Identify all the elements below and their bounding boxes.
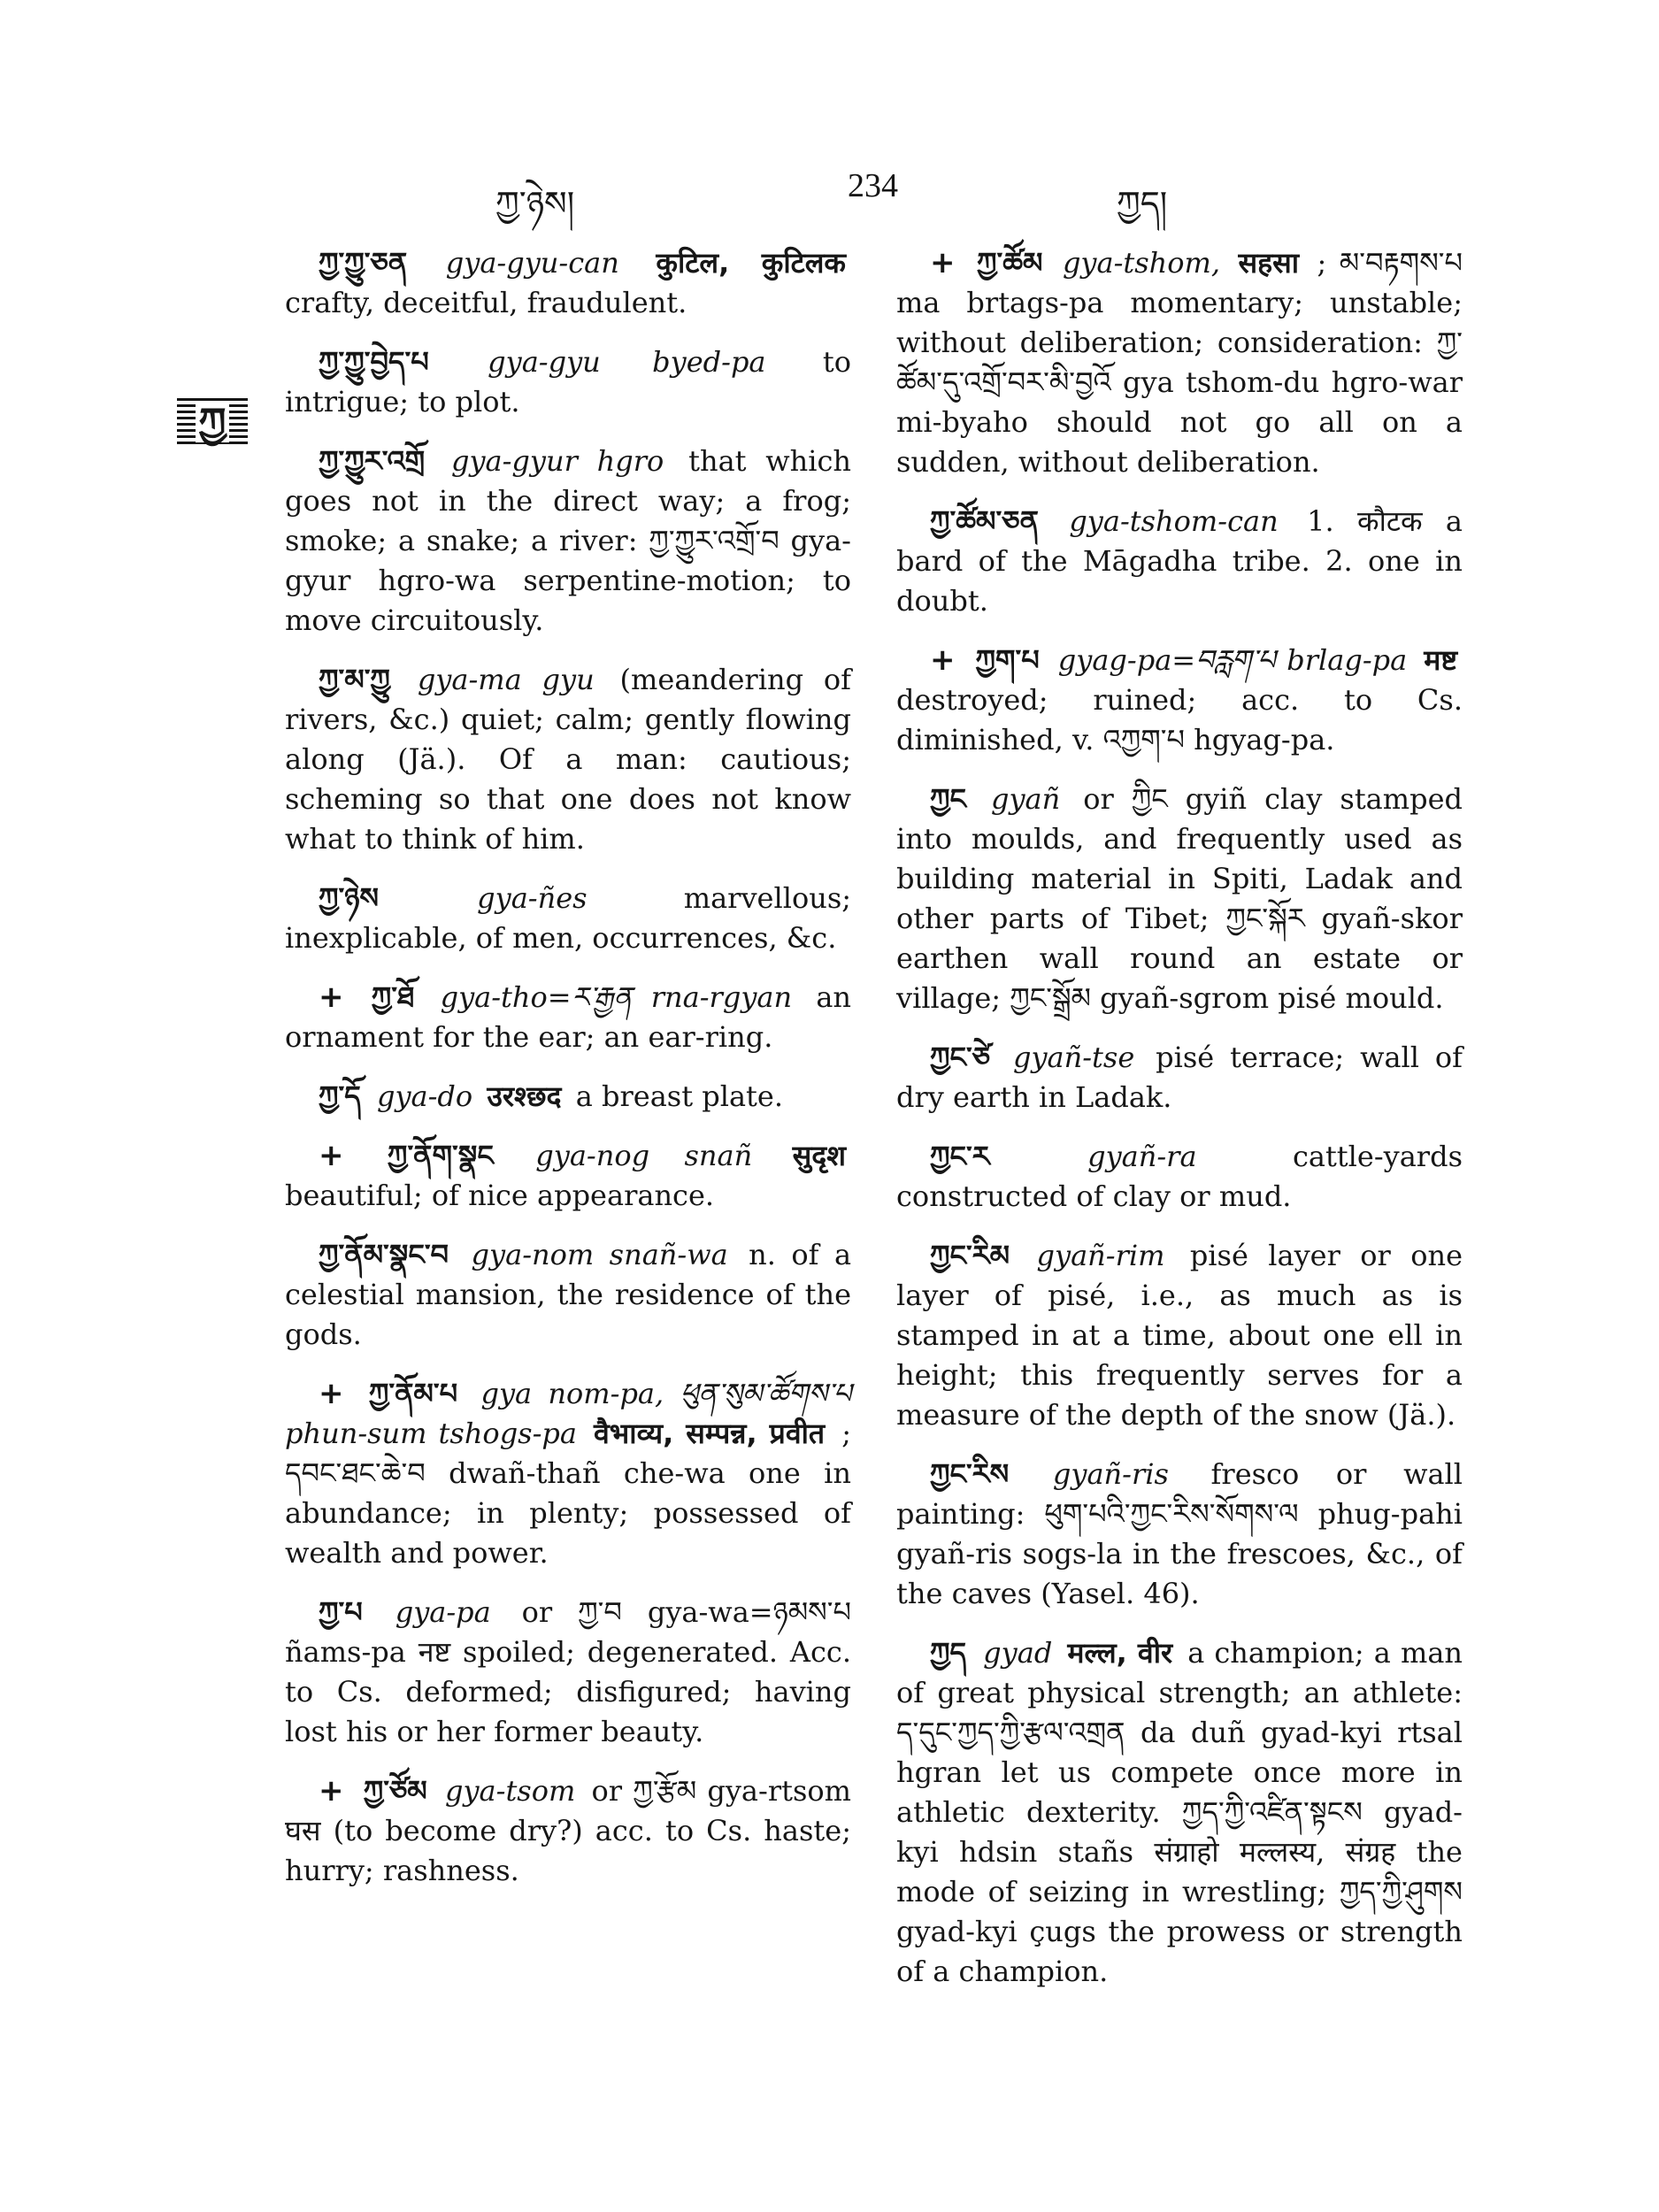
dictionary-entry xyxy=(896,1038,1463,1118)
dictionary-entry xyxy=(896,243,1463,482)
left-column xyxy=(285,243,851,1910)
sanskrit-equivalent: सहसा xyxy=(1238,246,1300,280)
dictionary-entry xyxy=(285,660,851,859)
tibetan-headword: ཀྱང་ར xyxy=(930,1140,990,1173)
definition: cattle-yards constructed of clay or mud. xyxy=(896,1140,1463,1213)
tibetan-headword: ཀྱང་ཙེ xyxy=(930,1041,991,1074)
transliteration: gya-nog snañ xyxy=(535,1139,753,1172)
definition: ; དབང་ཐང་ཆེ་བ dwañ-thañ che-wa one in abundance; in plenty; possessed of wealth and power. xyxy=(285,1417,851,1570)
tibetan-headword: ཀྱ་ཀྱུ་ཅན xyxy=(319,246,408,280)
tibetan-headword: ཀྱ་ཀྱུར་འགྲོ xyxy=(319,444,426,478)
tibetan-headword: ཀྱ་ནོམ་པ xyxy=(368,1377,458,1410)
page-header xyxy=(0,166,1659,223)
tibetan-headword: ཀྱ་དོ xyxy=(319,1079,361,1113)
transliteration: gyañ-ris xyxy=(1052,1457,1169,1491)
tibetan-headword: ཀྱ་མ་ཀྱུ xyxy=(319,663,390,696)
dictionary-entry xyxy=(285,342,851,422)
dictionary-entry xyxy=(285,1593,851,1752)
entry-dagger: + xyxy=(930,642,956,678)
definition: 1. कौटक a bard of the Māgadha tribe. 2. one in doubt. xyxy=(896,504,1463,618)
dictionary-entry xyxy=(285,442,851,641)
definition: a champion; a man of great physical strength; an athlete: ད་དུང་ཀྱད་ཀྱི་རྩལ་འགྲན da duñ gyad-kyi rtsal hgran let us compete once more in athletic dexterity. ཀྱད་ཀྱི་འཛིན་སྟངས gyad-kyi hdsin stañs संग्राहो मल्लस्य, संग्रह the mode of seizing in wrestling; ཀྱད་ཀྱི་ཤུགས gyad-kyi çugs the prowess or strength of a champion. xyxy=(896,1636,1463,1988)
dictionary-entry xyxy=(896,641,1463,760)
transliteration: gyañ xyxy=(990,782,1061,816)
dictionary-entry xyxy=(285,1136,851,1216)
dictionary-entry xyxy=(285,879,851,958)
sanskrit-equivalent: मष्ट xyxy=(1424,643,1458,677)
definition: fresco or wall painting: ཕུག་པའི་ཀྱང་རིས་སོགས་ལ phug-pahi gyañ-ris sogs-la in the frescoes, &c., of the caves (Yasel. 46). xyxy=(896,1457,1463,1610)
sanskrit-equivalent: कुटिल, कुटिलक xyxy=(656,246,847,280)
definition: (meandering of rivers, &c.) quiet; calm; gently flowing along (Jä.). Of a man: cautious; scheming so that one does not know what to think of him. xyxy=(285,663,851,856)
running-head-left: ཀྱ་ཉེས། xyxy=(495,184,575,223)
transliteration: gyag-pa=བརླག་པ brlag-pa xyxy=(1057,643,1408,677)
tibetan-headword: ཀྱང xyxy=(930,782,966,816)
tibetan-headword: ཀྱད xyxy=(930,1636,967,1670)
tibetan-headword: ཀྱ་ཚོམ xyxy=(976,246,1043,280)
tibetan-headword: ཀྱང་རིས xyxy=(930,1457,1010,1491)
dictionary-entry xyxy=(285,1374,851,1573)
tibetan-headword: ཀྱ་པ xyxy=(319,1595,363,1629)
transliteration: gyañ-ra xyxy=(1087,1140,1197,1173)
dictionary-entry xyxy=(896,780,1463,1018)
entry-dagger: + xyxy=(319,1376,344,1411)
sanskrit-equivalent: सुदृश xyxy=(792,1139,847,1172)
transliteration: gyad xyxy=(983,1636,1053,1670)
definition: that which goes not in the direct way; a frog; smoke; a snake; a river: ཀྱ་ཀྱུར་འགྲོ་བ gya-gyur hgro-wa serpentine-motion; to move circuitously. xyxy=(285,444,852,637)
tibetan-headword: ཀྱ་ཉེས xyxy=(319,881,379,915)
sanskrit-equivalent: उरश्छद xyxy=(487,1079,562,1113)
definition: beautiful; of nice appearance. xyxy=(285,1179,715,1212)
tibetan-headword: ཀྱ་ཀྱུ་བྱེད་པ xyxy=(319,345,429,379)
transliteration: gya-tho=ར་རྒྱན rna-rgyan xyxy=(440,980,793,1014)
dictionary-entry xyxy=(896,502,1463,621)
dictionary-entry xyxy=(285,1235,851,1355)
transliteration: gya-tshom, xyxy=(1062,246,1221,280)
transliteration: gyañ-tse xyxy=(1012,1041,1135,1074)
entry-dagger: + xyxy=(930,245,956,280)
dictionary-entry xyxy=(285,1077,851,1117)
definition: or ཀྱིང gyiñ clay stamped into moulds, and frequently used as building material in Spiti, Ladak and other parts of Tibet; ཀྱང་སྐོར gyañ-skor earthen wall round an estate or village; ཀྱང་སྒྲོམ gyañ-sgrom pisé mould. xyxy=(896,782,1463,1015)
transliteration: gyañ-rim xyxy=(1036,1239,1165,1272)
transliteration: gya-ñes xyxy=(477,881,588,915)
definition: to intrigue; to plot. xyxy=(285,345,852,419)
tibetan-headword: ཀྱ་ཙོམ xyxy=(363,1774,427,1808)
definition: marvellous; inexplicable, of men, occurrences, &c. xyxy=(285,881,852,955)
sanskrit-equivalent: वैभाव्य, सम्पन्न, प्रवीत xyxy=(594,1417,826,1450)
tibetan-headword: ཀྱ་ནོམ་སྣང་བ xyxy=(319,1238,449,1271)
entry-dagger: + xyxy=(319,1138,344,1173)
dictionary-entry xyxy=(285,1771,851,1891)
definition: pisé layer or one layer of pisé, i.e., as much as is stamped in at a time, about one ell in height; this frequently serves for a measure of the depth of the snow (Jä.). xyxy=(896,1239,1463,1432)
tibetan-headword: ཀྱང་རིམ xyxy=(930,1239,1010,1272)
transliteration: gya-gyu byed-pa xyxy=(488,345,766,379)
dictionary-entry xyxy=(285,978,851,1057)
running-head-right: ཀྱད། xyxy=(1117,184,1168,223)
definition: pisé terrace; wall of dry earth in Ladak. xyxy=(896,1041,1463,1114)
sanskrit-equivalent: मल्ल, वीर xyxy=(1067,1636,1173,1670)
dictionary-entry xyxy=(896,1137,1463,1217)
transliteration: gya nom-pa, ཕུན་སུམ་ཚོགས་པ phun-sum tshogs-pa xyxy=(285,1377,852,1450)
tibetan-headword: ཀྱ་ཐོ xyxy=(371,980,415,1014)
definition: n. of a celestial mansion, the residence of the gods. xyxy=(285,1238,852,1351)
definition: ; མ་བརྟགས་པ ma brtags-pa momentary; unstable; without deliberation; consideration: ཀྱ་ཚོམ་དུ་འགྲོ་བར་མི་བྱའོ gya tshom-du hgro-war mi-byaho should not go all on a sudden, without deliberation. xyxy=(896,246,1463,479)
transliteration: gya-gyu-can xyxy=(445,246,619,280)
dictionary-entry xyxy=(896,1633,1463,1992)
dictionary-entry xyxy=(285,243,851,323)
transliteration: gya-ma gyu xyxy=(417,663,595,696)
tibetan-headword: ཀྱ་ཚོམ་ཅན xyxy=(930,504,1039,538)
dictionary-entry xyxy=(896,1236,1463,1435)
entry-dagger: + xyxy=(319,979,344,1015)
definition: destroyed; ruined; acc. to Cs. diminished, v. འཀྱག་པ hgyag-pa. xyxy=(896,683,1463,757)
transliteration: gya-tsom xyxy=(444,1774,576,1808)
transliteration: gya-nom snañ-wa xyxy=(471,1238,728,1271)
definition: or ཀྱ་བ gya-wa=ཉམས་པ ñams-pa नष्ट spoiled; degenerated. Acc. to Cs. deformed; disfigured; having lost his or her former beauty. xyxy=(285,1595,851,1748)
definition: crafty, deceitful, fraudulent. xyxy=(285,286,687,319)
page-number: 234 xyxy=(848,167,898,204)
transliteration: gya-tshom-can xyxy=(1069,504,1279,538)
definition: or ཀྱ་རྩོམ gya-rtsom घस (to become dry?) acc. to Cs. haste; hurry; rashness. xyxy=(285,1774,852,1887)
definition: a breast plate. xyxy=(575,1079,783,1113)
transliteration: gya-gyur hgro xyxy=(450,444,664,478)
entry-dagger: + xyxy=(319,1773,344,1809)
thumb-index-marker xyxy=(177,398,248,448)
transliteration: gya-pa xyxy=(395,1595,491,1629)
tibetan-headword: ཀྱ་ནོག་སྣང xyxy=(387,1139,494,1172)
dictionary-entry xyxy=(896,1455,1463,1614)
transliteration: gya-do xyxy=(376,1079,473,1113)
tibetan-headword: ཀྱག་པ xyxy=(975,643,1040,677)
right-column xyxy=(896,243,1463,2011)
thumb-index-letter: ཀྱ xyxy=(196,403,230,442)
definition: an ornament for the ear; an ear-ring. xyxy=(285,980,852,1054)
